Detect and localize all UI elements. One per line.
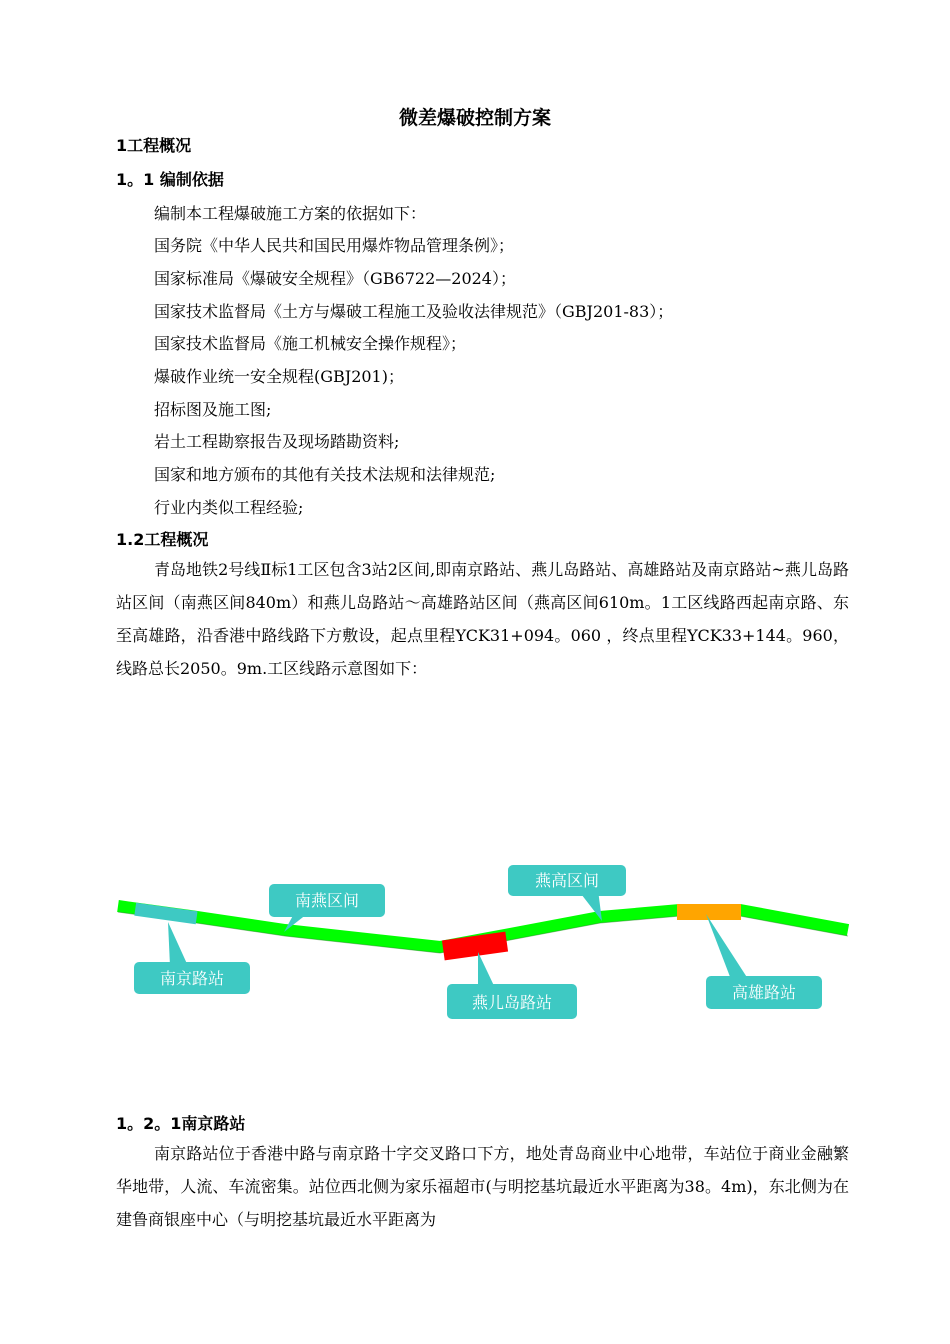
nanjing-station-block — [134, 903, 197, 925]
section-heading-1-2-1: 1。2。1南京路站 — [116, 1114, 246, 1133]
basis-line: 国务院《中华人民共和国民用爆炸物品管理条例》； — [154, 236, 515, 255]
basis-line: 行业内类似工程经验; — [154, 498, 304, 517]
section-heading-1: 1工程概况 — [116, 136, 192, 155]
label-yangao: 燕高区间 — [534, 871, 600, 890]
gaoxiong-station-block — [677, 904, 741, 920]
label-nanjing: 南京路站 — [159, 969, 225, 988]
callout-yanerdao — [447, 952, 577, 1019]
label-gaoxiong: 高雄路站 — [731, 983, 797, 1002]
basis-line: 爆破作业统一安全规程(GBJ201)； — [154, 367, 404, 386]
basis-line: 国家和地方颁布的其他有关技术法规和法律规范; — [154, 465, 496, 484]
basis-line: 国家技术监督局《施工机械安全操作规程》； — [154, 334, 467, 353]
basis-line: 国家标准局《爆破安全规程》（GB6722—2024）； — [154, 269, 516, 288]
basis-line: 国家技术监督局《土方与爆破工程施工及验收法律规范》（GBJ201-83）； — [154, 302, 674, 321]
route-diagram — [0, 850, 950, 1050]
label-nanyan: 南燕区间 — [294, 891, 360, 910]
basis-line: 编制本工程爆破施工方案的依据如下： — [154, 204, 427, 223]
document-title: 微差爆破控制方案 — [398, 107, 551, 129]
callout-nanjing — [134, 922, 250, 994]
yanerdao-station-block — [442, 932, 508, 961]
nanjing-station-paragraph: 南京路站位于香港中路与南京路十字交叉路口下方，地处青岛商业中心地带，车站位于商业金融繁华地带，人流、车流密集。站位西北侧为家乐福超市(与明挖基坑最近水平距离为38。4m)，东北侧为在建鲁商银座中心（与明挖基坑最近水平距离为 — [116, 1144, 849, 1229]
section-heading-1-1: 1。1 编制依据 — [116, 170, 224, 189]
label-yanerdao: 燕儿岛路站 — [471, 993, 553, 1012]
basis-line: 岩土工程勘察报告及现场踏勘资料; — [154, 432, 400, 451]
basis-line: 招标图及施工图; — [154, 400, 272, 419]
section-heading-1-2: 1.2工程概况 — [116, 530, 209, 549]
overview-paragraph: 青岛地铁2号线Ⅱ标1工区包含3站2区间,即南京路站、燕儿岛路站、高雄路站及南京路站~燕儿岛路站区间（南燕区间840m）和燕儿岛路站～高雄路站区间（燕高区间610m。1工区线路西起南京路、东至高雄路，沿香港中路线路下方敷设，起点里程YCK31+094。060 ，终点里程YCK33+144。960，线路总长2050。9m.工区线路示意图如下： — [116, 560, 849, 678]
